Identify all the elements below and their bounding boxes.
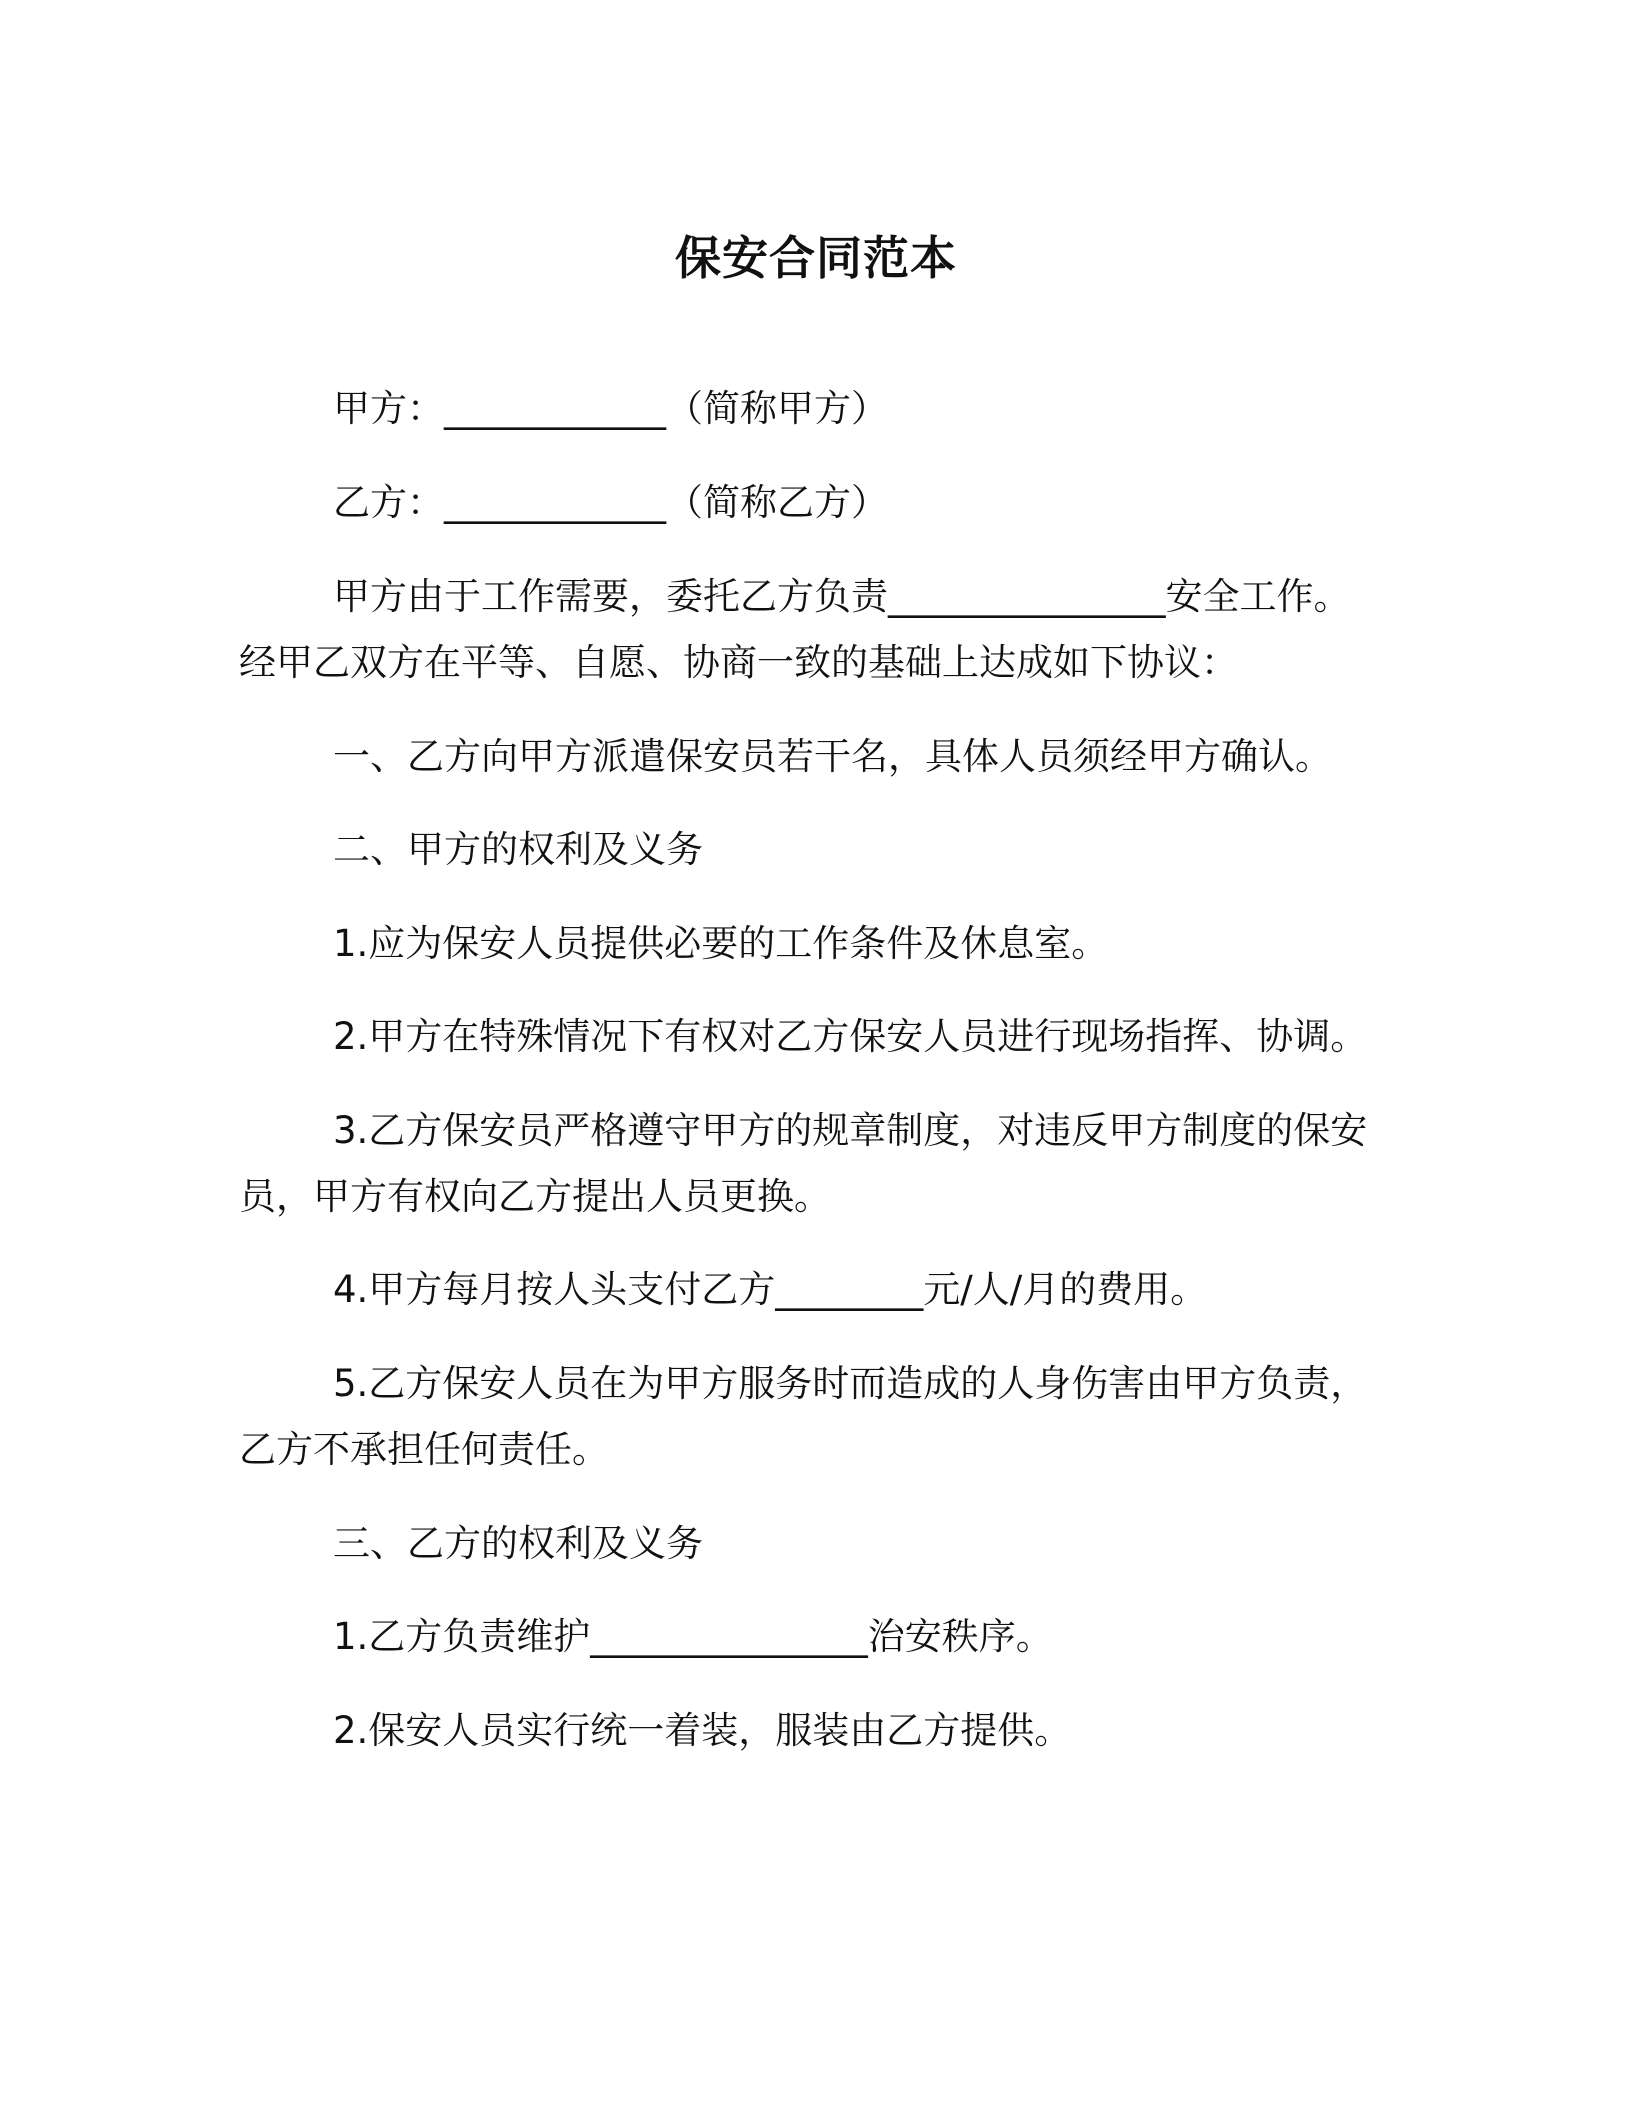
clause-2-1: 1.应为保安人员提供必要的工作条件及休息室。 (333, 922, 1109, 965)
clause-2-5-line-2: 乙方不承担任何责任。 (239, 1428, 609, 1471)
party-b-line: 乙方：____________（简称乙方） (333, 481, 888, 524)
clause-1: 一、乙方向甲方派遣保安员若干名，具体人员须经甲方确认。 (333, 735, 1332, 778)
clause-2-3-line-2: 员，甲方有权向乙方提出人员更换。 (239, 1175, 831, 1218)
document-title: 保安合同范本 (675, 231, 957, 285)
intro-paragraph-line-1: 甲方由于工作需要，委托乙方负责_______________安全工作。 (333, 575, 1351, 618)
party-a-line: 甲方：____________（简称甲方） (333, 387, 888, 430)
clause-2-5-line-1: 5.乙方保安人员在为甲方服务时而造成的人身伤害由甲方负责， (333, 1362, 1368, 1405)
section-heading-3: 三、乙方的权利及义务 (333, 1522, 703, 1565)
section-heading-2: 二、甲方的权利及义务 (333, 828, 703, 871)
clause-3-2: 2.保安人员实行统一着装，服装由乙方提供。 (333, 1709, 1072, 1752)
clause-2-4: 4.甲方每月按人头支付乙方________元/人/月的费用。 (333, 1268, 1208, 1311)
clause-2-2: 2.甲方在特殊情况下有权对乙方保安人员进行现场指挥、协调。 (333, 1015, 1368, 1058)
clause-3-1: 1.乙方负责维护_______________治安秩序。 (333, 1615, 1053, 1658)
intro-paragraph-line-2: 经甲乙双方在平等、自愿、协商一致的基础上达成如下协议： (239, 641, 1238, 684)
clause-2-3-line-1: 3.乙方保安员严格遵守甲方的规章制度，对违反甲方制度的保安 (333, 1109, 1368, 1152)
